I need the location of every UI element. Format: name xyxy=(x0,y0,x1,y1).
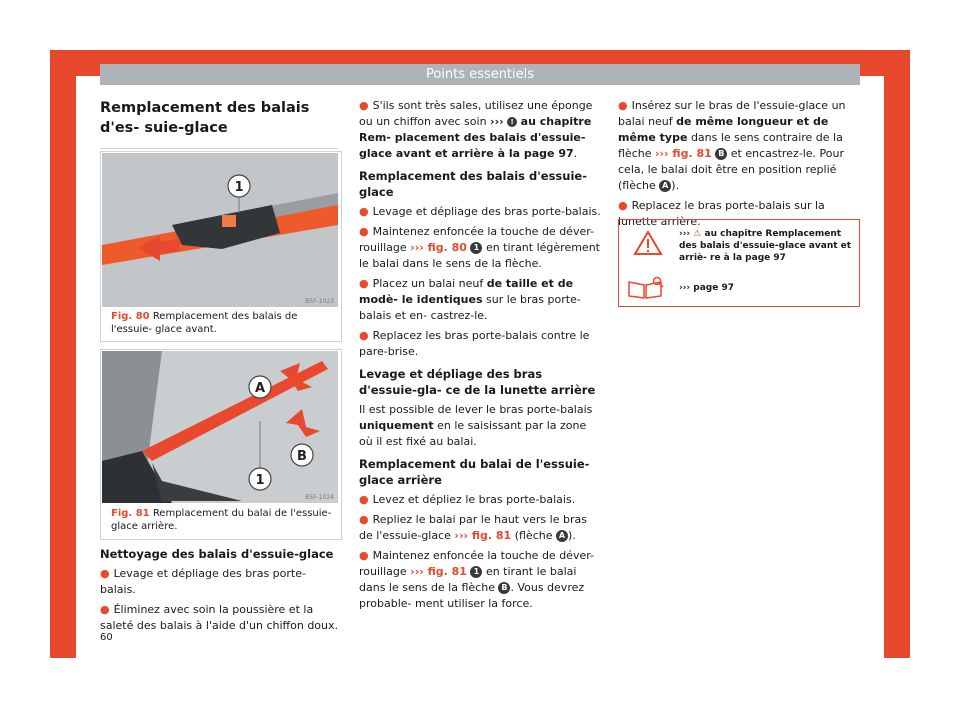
figure-code: B5F-1024 xyxy=(305,494,334,501)
paragraph: Il est possible de lever le bras porte-balais uniquement en le saisissant par la zone où il est fixé au balai. xyxy=(359,403,593,448)
section-header: Points essentiels xyxy=(100,64,860,85)
section-heading: Remplacement du balai de l'essuie-glace arrière xyxy=(359,457,590,487)
middle-column xyxy=(359,98,601,616)
figure-81-caption: Fig. 81 Remplacement du balai de l'essuie- glace arrière. xyxy=(111,508,332,532)
figure-81-image xyxy=(102,351,338,503)
title-divider xyxy=(100,148,338,149)
list-item: ● Levage et dépliage des bras porte-balais. xyxy=(359,205,601,218)
list-item: ● Repliez le balai par le haut vers le bras de l'essuie-glace ››› fig. 81 (flèche A ). xyxy=(359,513,587,542)
list-item: ● Replacez le bras porte-balais sur la lunette arrière. xyxy=(618,199,825,228)
list-item: ● Maintenez enfoncée la touche de déver- rouillage ››› fig. 80 1 en tirant légèrement le balai dans le sens de la flèche. xyxy=(359,225,600,270)
book-reference: ››› page 97 xyxy=(679,283,734,293)
list-item: ● S'ils sont très sales, utilisez une éponge ou un chiffon avec soin ››› ! au chapitre Rem- placement des balais d'essuie-glace avant et arrière à la page 97. xyxy=(359,99,593,160)
list-item: ● Maintenez enfoncée la touche de déver- rouillage ››› fig. 81 1 en tirant le balai dans le sens de la flèche B . Vous devrez probable- ment utiliser la force. xyxy=(359,549,595,610)
cleaning-heading: Nettoyage des balais d'essuie-glace xyxy=(100,547,334,561)
figure-link[interactable]: ››› fig. 81 xyxy=(454,529,512,542)
page-number: 60 xyxy=(100,632,113,643)
section-heading: Levage et dépliage des bras d'essuie-gla- ce de la lunette arrière xyxy=(359,367,596,397)
page-title: Remplacement des balais d'es- suie-glace xyxy=(100,100,310,136)
callout-b: B xyxy=(297,449,307,464)
callout-a: A xyxy=(254,381,266,396)
list-item: ● Levage et dépliage des bras porte-balais. xyxy=(100,567,306,596)
warning-reference: ››› ⚠ au chapitre Remplacement des balais d'essuie-glace avant et arriè- re à la page 97 xyxy=(679,229,852,263)
list-item: ● Replacez les bras porte-balais contre le pare-brise. xyxy=(359,329,590,358)
list-item: ● Levez et dépliez le bras porte-balais. xyxy=(359,493,576,506)
callout-1: 1 xyxy=(234,180,244,195)
front-wiper-illustration xyxy=(102,153,338,307)
figure-link[interactable]: ››› fig. 80 xyxy=(410,241,467,254)
list-item: ● Éliminez avec soin la poussière et la saleté des balais à l'aide d'un chiffon doux. xyxy=(100,603,339,632)
warning-triangle-icon xyxy=(633,230,663,256)
figure-link[interactable]: ››› fig. 81 xyxy=(654,147,712,160)
callout-1: 1 xyxy=(255,473,265,488)
figure-code: B5F-1023 xyxy=(305,298,334,305)
figure-80-caption: Fig. 80 Remplacement des balais de l'essuie- glace avant. xyxy=(111,311,298,335)
list-item: ● Insérez sur le bras de l'essuie-glace un balai neuf de même longueur et de même type dans le sens contraire de la flèche ››› fig. 81 B et encastrez-le. Pour cela, le balai doit être en position replié (flèche A ). xyxy=(618,99,846,192)
right-column xyxy=(618,98,860,234)
warning-circle-icon: ! xyxy=(507,117,517,127)
figure-80-image xyxy=(102,153,338,307)
rear-wiper-illustration xyxy=(102,351,338,503)
list-item: ● Placez un balai neuf de taille et de modè- le identiques sur le bras porte-balais et en- castrez-le. xyxy=(359,277,581,322)
section-heading: Remplacement des balais d'essuie-glace xyxy=(359,169,587,199)
small-warning-icon: ⚠ xyxy=(693,229,702,239)
open-book-icon xyxy=(627,276,665,300)
cleaning-section xyxy=(100,546,340,638)
left-heading-block xyxy=(100,98,340,159)
figure-80 xyxy=(100,151,342,342)
notice-box xyxy=(618,219,860,307)
figure-81 xyxy=(100,349,342,540)
figure-link[interactable]: ››› fig. 81 xyxy=(410,565,467,578)
